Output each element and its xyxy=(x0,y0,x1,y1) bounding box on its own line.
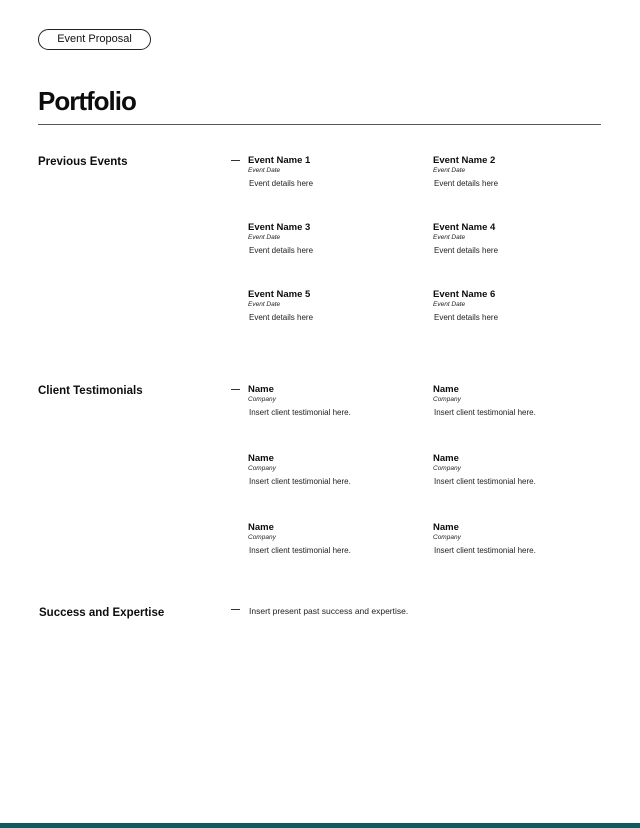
testimonial-card xyxy=(248,522,418,556)
testimonial-name: Name xyxy=(248,522,274,533)
event-proposal-badge: Event Proposal xyxy=(38,29,151,50)
testimonial-text: Insert client testimonial here. xyxy=(434,408,536,417)
event-card xyxy=(248,155,418,189)
footer-accent-bar xyxy=(0,823,640,828)
success-expertise-dash xyxy=(231,609,240,610)
event-details: Event details here xyxy=(249,179,314,188)
testimonial-card xyxy=(248,384,418,418)
event-date: Event Date xyxy=(433,234,466,241)
testimonial-name: Name xyxy=(433,522,459,533)
title-divider xyxy=(38,124,601,125)
testimonial-name: Name xyxy=(433,453,459,464)
testimonial-company: Company xyxy=(248,534,276,541)
event-details: Event details here xyxy=(434,246,499,255)
event-name: Event Name 4 xyxy=(433,222,496,233)
testimonial-company: Company xyxy=(248,396,276,403)
event-name: Event Name 3 xyxy=(248,222,311,233)
testimonial-text: Insert client testimonial here. xyxy=(249,477,351,486)
testimonial-company: Company xyxy=(433,465,461,472)
event-name: Event Name 6 xyxy=(433,289,496,300)
testimonial-company: Company xyxy=(433,396,461,403)
event-date: Event Date xyxy=(433,167,466,174)
testimonial-card xyxy=(433,522,603,556)
success-expertise-text: Insert present past success and expertise. xyxy=(249,606,409,616)
testimonial-name: Name xyxy=(248,384,274,395)
page-title: Portfolio xyxy=(38,86,136,116)
previous-events-heading: Previous Events xyxy=(38,156,128,168)
testimonial-name: Name xyxy=(433,384,459,395)
testimonial-text: Insert client testimonial here. xyxy=(249,408,351,417)
event-card xyxy=(248,289,418,323)
event-date: Event Date xyxy=(248,301,281,308)
event-card xyxy=(433,222,603,256)
client-testimonials-heading: Client Testimonials xyxy=(38,385,143,397)
event-card xyxy=(433,289,603,323)
event-date: Event Date xyxy=(433,301,466,308)
event-name: Event Name 5 xyxy=(248,289,311,300)
event-details: Event details here xyxy=(434,179,499,188)
event-card xyxy=(248,222,418,256)
testimonial-card xyxy=(433,384,603,418)
testimonial-name: Name xyxy=(248,453,274,464)
event-details: Event details here xyxy=(249,313,314,322)
testimonial-text: Insert client testimonial here. xyxy=(434,546,536,555)
event-details: Event details here xyxy=(249,246,314,255)
event-date: Event Date xyxy=(248,234,281,241)
testimonial-card xyxy=(248,453,418,487)
event-details: Event details here xyxy=(434,313,499,322)
event-name: Event Name 1 xyxy=(248,155,311,166)
testimonial-text: Insert client testimonial here. xyxy=(434,477,536,486)
success-expertise-heading: Success and Expertise xyxy=(39,607,165,619)
testimonial-company: Company xyxy=(433,534,461,541)
testimonial-company: Company xyxy=(248,465,276,472)
previous-events-dash xyxy=(231,160,240,161)
testimonial-text: Insert client testimonial here. xyxy=(249,546,351,555)
event-date: Event Date xyxy=(248,167,281,174)
event-name: Event Name 2 xyxy=(433,155,496,166)
testimonial-card xyxy=(433,453,603,487)
client-testimonials-dash xyxy=(231,389,240,390)
event-card xyxy=(433,155,603,189)
